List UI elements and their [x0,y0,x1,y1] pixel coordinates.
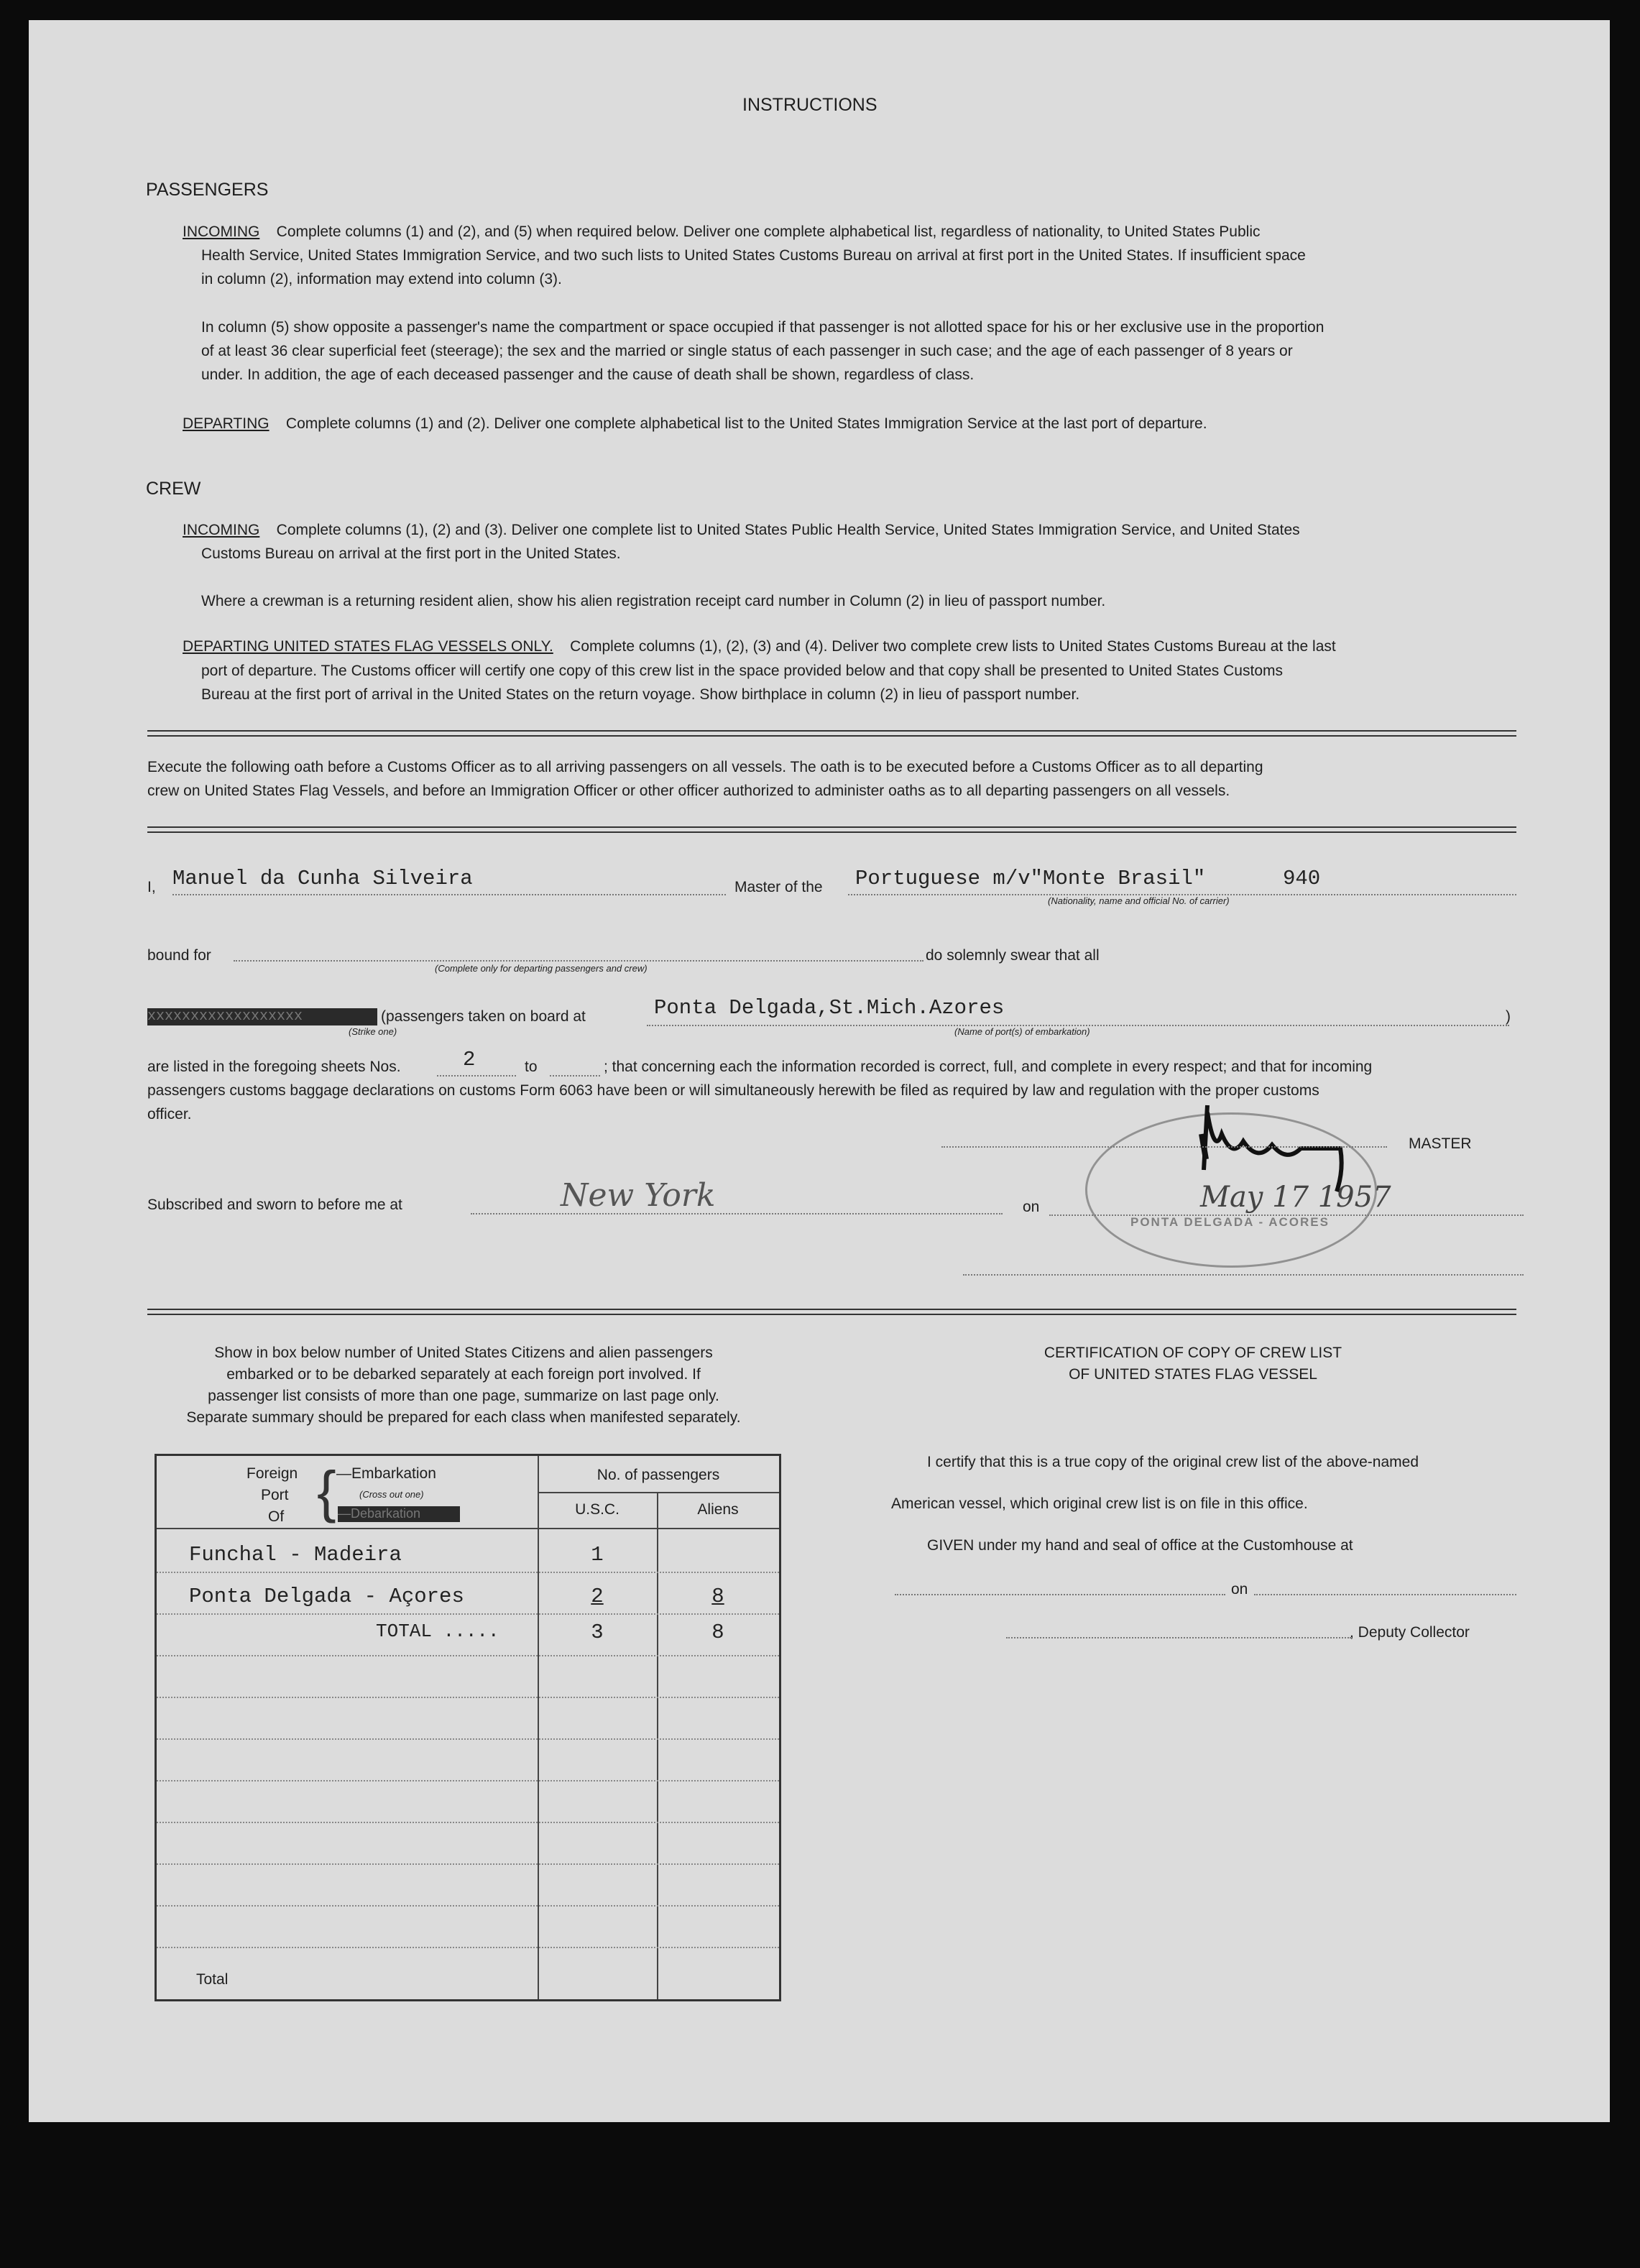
passenger-summary-table [155,1454,781,2001]
row-port: Ponta Delgada - Açores [189,1585,464,1608]
empty-row [157,1780,779,1823]
brace-icon: { [317,1460,336,1523]
crew-incoming-label: INCOMING [183,522,260,538]
crew-incoming-line1: Complete columns (1), (2) and (3). Deliver one complete list to United States Public Health Service, United States Immigration Service, and United States [276,522,1300,538]
empty-row [157,1738,779,1781]
header-rule [538,1492,779,1493]
row-port: Funchal - Madeira [189,1543,402,1567]
master-signature-line [941,1146,1387,1148]
crew-departing-label: DEPARTING UNITED STATES FLAG VESSELS ONLY. [183,638,553,655]
header-of: Of [268,1508,285,1525]
document-page [29,20,1610,2122]
vessel-name: Portuguese m/v"Monte Brasil" [855,867,1206,890]
incoming-line2: Health Service, United States Immigration Service, and two such lists to United States Customs Bureau on arrival at first port in the United States. If insufficient space [201,247,1306,264]
sworn-place: New York [561,1177,716,1214]
table-row [157,1530,779,1573]
row-usc: 2 [591,1585,604,1608]
divider [147,1309,1516,1315]
port-embarkation: Ponta Delgada,St.Mich.Azores [654,996,1005,1020]
deputy-label: , Deputy Collector [1350,1624,1470,1641]
divider [147,730,1516,737]
subscribed-label: Subscribed and sworn to before me at [147,1197,402,1213]
oath-intro-line1: Execute the following oath before a Customs Officer as to all arriving passengers on all vessels. The oath is to be executed before a Customs Officer as to all departing [147,759,1263,775]
header-foreign: Foreign [247,1465,298,1482]
header-no-passengers: No. of passengers [596,1467,720,1483]
total-label: Total [196,1971,229,1988]
bound-for-line [234,960,923,962]
passengers-departing [183,412,1207,435]
header-port: Port [261,1487,289,1503]
header-rule [157,1528,779,1529]
listed-rest: ; that concerning each the information recorded is correct, full, and complete in every respect; and that for incoming [604,1059,1373,1075]
stamp-text: PONTA DELGADA - ACORES [1130,1215,1330,1229]
crew-incoming [183,518,1300,542]
crew-departing [183,635,1336,658]
master-of-label: Master of the [734,879,823,895]
vessel-caption: (Nationality, name and official No. of carrier) [1048,895,1230,906]
departing-text: Complete columns (1) and (2). Deliver one complete alphabetical list to the United States Immigration Service at the last port of departure. [285,415,1207,432]
cert-line2: American vessel, which original crew list is on file in this office. [891,1495,1308,1512]
empty-row [157,1863,779,1907]
sworn-date: May 17 1957 [1200,1181,1391,1214]
cert-on-label: on [1231,1581,1248,1598]
incoming-line3: in column (2), information may extend into column (3). [201,271,562,287]
crew-departing-line3: Bureau at the first port of arrival in the United States on the return voyage. Show birthplace in column (2) in lieu of passport number. [201,686,1080,703]
crew-departing-line1: Complete columns (1), (2), (3) and (4). Deliver two complete crew lists to United States Customs Bureau at the last [570,638,1336,655]
sheet-from-line [437,1075,516,1077]
summary-line1: Show in box below number of United States Citizens and alien passengers [214,1345,713,1361]
oath-line3: officer. [147,1106,192,1123]
cert-title-line1: CERTIFICATION OF COPY OF CREW LIST [1044,1345,1342,1361]
empty-row [157,1655,779,1698]
oath-intro-line2: crew on United States Flag Vessels, and before an Immigration Officer or other officer authorized to administer oaths as to all departing passengers on all vessels. [147,783,1230,799]
incoming-label: INCOMING [183,223,260,240]
sworn-date-line [1049,1214,1524,1216]
to-label: to [525,1059,538,1075]
row-aliens: 8 [711,1621,724,1644]
swear-text: do solemnly swear that all [926,947,1100,964]
bound-caption: (Complete only for departing passengers and crew) [435,963,648,974]
crew-heading: CREW [146,479,201,499]
row-port: TOTAL ..... [376,1621,499,1642]
port-caption: (Name of port(s) of embarkation) [954,1026,1090,1037]
summary-line2: embarked or to be debarked separately at each foreign port involved. If [226,1366,701,1383]
passengers-incoming [183,220,1519,244]
summary-line3: passenger list consists of more than one page, summarize on last page only. [208,1388,719,1404]
empty-row [157,1822,779,1865]
bound-for-label: bound for [147,947,211,964]
row-aliens: 8 [711,1585,724,1608]
passengers-heading: PASSENGERS [146,180,269,200]
divider [147,826,1516,833]
sheet-to-line [550,1075,600,1077]
sworn-on-label: on [1023,1199,1040,1215]
header-crossout: (Cross out one) [359,1489,424,1500]
struck-text: xxxxxxxxxxxxxxxxxx [147,1008,377,1025]
struck-debarkation: —Debarkation [338,1506,460,1522]
table-row [157,1613,779,1656]
deputy-signature-line [1006,1637,1351,1638]
header-aliens: Aliens [697,1501,739,1518]
col5-line1: In column (5) show opposite a passenger's name the compartment or space occupied if that passenger is not allotted space for his or her exclusive use in the proportion [201,319,1325,336]
crew-incoming-line2: Customs Bureau on arrival at the first port in the United States. [201,545,621,562]
empty-row [157,1697,779,1740]
passengers-taken: (passengers taken on board at [381,1008,586,1025]
crew-departing-line2: port of departure. The Customs officer will certify one copy of this crew list in the space provided below and that copy shall be presented to United States Customs [201,663,1283,679]
header-embarkation: —Embarkation [336,1465,436,1482]
cert-line3: GIVEN under my hand and seal of office at the Customhouse at [927,1537,1353,1554]
col5-line3: under. In addition, the age of each deceased passenger and the cause of death shall be shown, regardless of class. [201,367,975,383]
oath-line2: passengers customs baggage declarations on customs Form 6063 have been or will simultaneously herewith be filed as required by law and regulation with the proper customs [147,1082,1319,1099]
sheet-from: 2 [463,1048,476,1071]
cert-place-line [895,1594,1225,1595]
official-number: 940 [1283,867,1321,890]
master-name-line [172,894,726,895]
master-name: Manuel da Cunha Silveira [172,867,473,890]
row-usc: 3 [591,1621,604,1644]
page-title: INSTRUCTIONS [742,95,877,115]
summary-line4: Separate summary should be prepared for each class when manifested separately. [186,1409,741,1426]
cert-date-line [1254,1594,1516,1595]
oath-i-label: I, [147,879,156,895]
cert-title-line2: OF UNITED STATES FLAG VESSEL [1069,1366,1317,1383]
officer-signature-line [963,1274,1524,1276]
close-paren: ) [1506,1008,1511,1025]
empty-row [157,1905,779,1948]
header-usc: U.S.C. [575,1501,619,1518]
row-usc: 1 [591,1543,604,1567]
sworn-place-line [471,1213,1003,1214]
table-row [157,1572,779,1615]
departing-label: DEPARTING [183,415,270,432]
master-label: MASTER [1409,1135,1472,1152]
col5-line2: of at least 36 clear superficial feet (steerage); the sex and the married or single status of each passenger in such case; and the age of each passenger of 8 years or [201,343,1293,359]
incoming-line1: Complete columns (1) and (2), and (5) when required below. Deliver one complete alphabetical list, regardless of nationality, to United States Public [276,223,1261,240]
strike-caption: (Strike one) [349,1026,397,1037]
crew-alien-text: Where a crewman is a returning resident alien, show his alien registration receipt card number in Column (2) in lieu of passport number. [201,593,1106,609]
listed-text: are listed in the foregoing sheets Nos. [147,1059,401,1075]
cert-line1: I certify that this is a true copy of the original crew list of the above-named [927,1454,1419,1470]
